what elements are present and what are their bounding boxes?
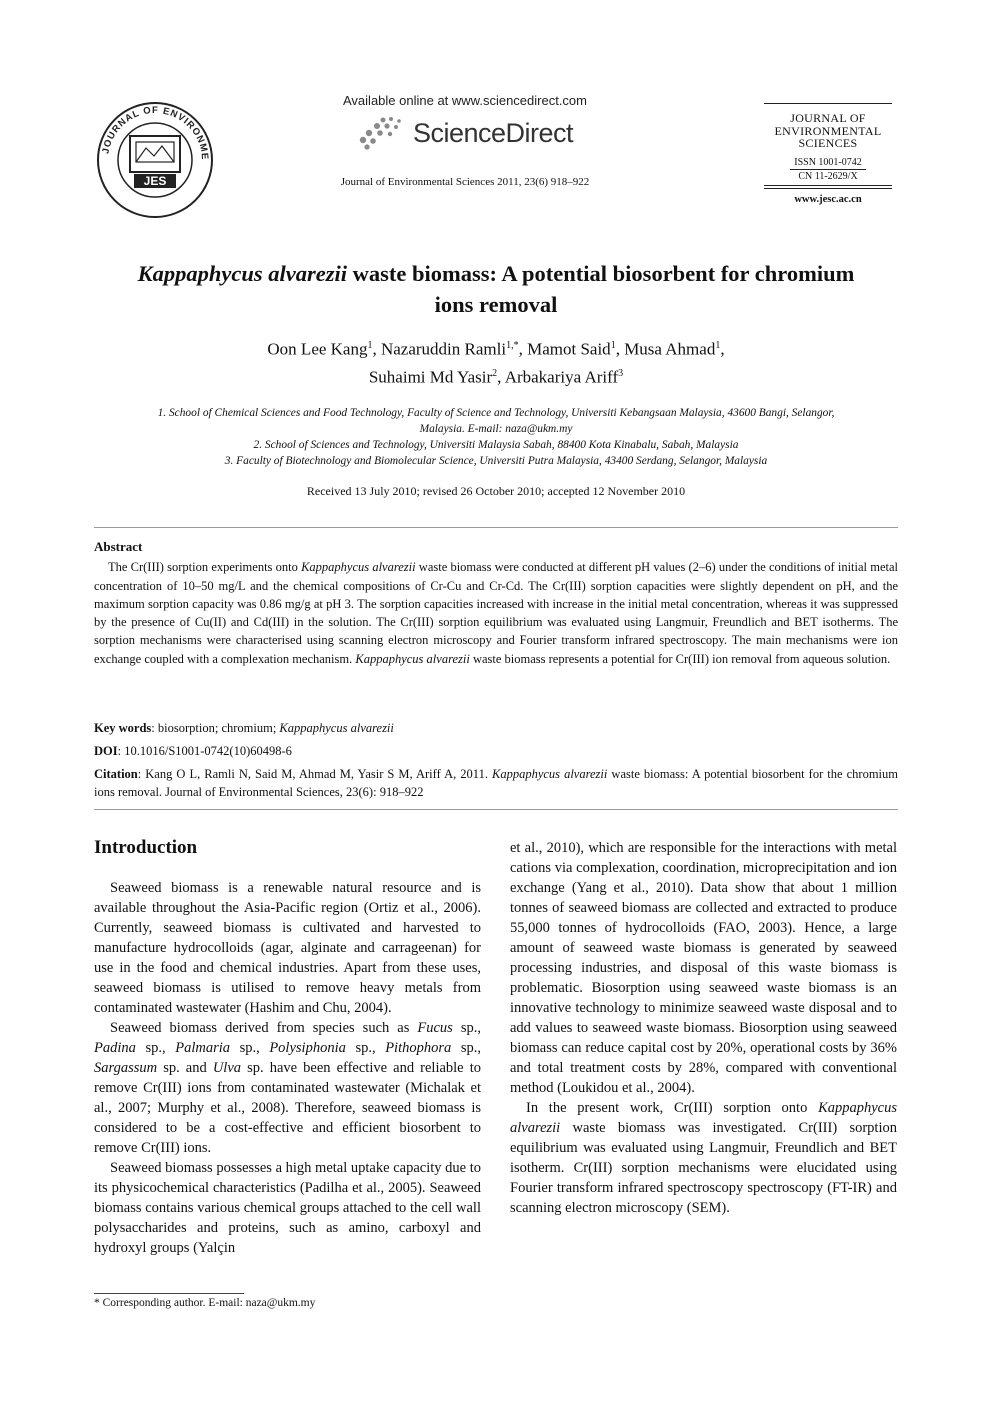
seal-abbr: JES <box>143 174 167 188</box>
journal-reference: Journal of Environmental Sciences 2011, 23(6) 918–922 <box>340 176 590 188</box>
section-heading-introduction: Introduction <box>94 837 198 858</box>
abstract <box>94 538 898 668</box>
abstract-body: The Cr(III) sorption experiments onto Kappaphycus alvarezii waste biomass were conducted at different pH values (2–6) under the conditions of initial metal concentration of 10–50 mg/L and the chemical compositions of Cr-Cu and Cr-Cd. The Cr(III) sorption capacities were slightly dependent on pH, and the maximum sorption capacity was 0.86 mg/g at pH 3. The sorption capacities increased with increase in the initial metal concentration, whereas it was suppressed by the presence of Cu(II) and Cd(III) in the solution. The Cr(III) sorption equilibrium was evaluated using Langmuir, Freundlich and BET isotherms. The sorption mechanisms were characterised using scanning electron microscopy and Fourier transform infrared spectroscopy. The main mechanisms were ion exchange coupled with a complexation mechanism. Kappaphycus alvarezii waste biomass represents a potential for Cr(III) ion removal from aqueous solution. <box>94 560 898 666</box>
abstract-heading: Abstract <box>94 539 143 554</box>
journal-box-mid-rule <box>764 185 892 186</box>
column-right <box>510 838 897 1218</box>
affiliation-1-cont: Malaysia. E-mail: naza@ukm.my <box>419 423 573 435</box>
affiliation-2: 2. School of Sciences and Technology, Universiti Malaysia Sabah, 88400 Kota Kinabalu, Sabah, Malaysia <box>253 439 739 451</box>
intro-paragraph-3: Seaweed biomass possesses a high metal uptake capacity due to its physicochemical characteristics (Padilha et al., 2005). Seaweed biomass contains various chemical groups attached to the cell wall polysaccharides and proteins, such as amino, carboxyl and hydroxyl groups (Yalçin <box>94 1160 481 1256</box>
sciencedirect-header <box>300 93 630 188</box>
author-list: Oon Lee Kang$^1$, Nazaruddin Ramli$^{1,*}$, Mamot Said$^1$, Musa Ahmad$^1$, Suhaimi Md Yasir$^2$, Arbakariya Ariff$^3$ <box>267 339 725 387</box>
column-left <box>94 838 481 1258</box>
doi[interactable]: DOI: 10.1016/S1001-0742(10)60498-6 <box>94 744 292 758</box>
footnote-corresponding-author: * Corresponding author. E-mail: naza@ukm.my <box>94 1297 316 1309</box>
sciencedirect-wordmark: ScienceDirect <box>412 117 574 148</box>
svg-text:JOURNAL OF ENVIRONMENTAL SCIEN <box>94 100 210 161</box>
available-online-text: Available online at www.sciencedirect.com <box>343 93 587 108</box>
affiliations <box>94 405 898 469</box>
citation: Citation: Kang O L, Ramli N, Said M, Ahmad M, Yasir S M, Ariff A, 2011. Kappaphycus alvarezii waste biomass: A potential biosorbent for the chromium ions removal. Journal of Environmental Sciences, 23(6): 918–922 <box>94 767 898 799</box>
sciencedirect-dots-icon <box>357 116 407 150</box>
sciencedirect-logo <box>300 116 630 150</box>
journal-website: www.jesc.ac.cn <box>794 193 862 205</box>
divider-bottom <box>94 809 898 810</box>
affiliation-1: 1. School of Chemical Sciences and Food Technology, Faculty of Science and Technology, Universiti Kebangsaan Malaysia, 43600 Bangi, Selangor, <box>157 407 835 419</box>
intro-paragraph-2: Seaweed biomass derived from species such as Fucus sp., Padina sp., Palmaria sp., Polysiphonia sp., Pithophora sp., Sargassum sp. and Ulva sp. have been effective and reliable to remove Cr(III) ions from contaminated wastewater (Michalak et al., 2007; Murphy et al., 2008). Therefore, seaweed biomass is considered to be a cost-effective and efficient biosorbent to remove Cr(III) ions. <box>94 1020 481 1156</box>
journal-issn: ISSN 1001-0742 <box>790 156 866 170</box>
footnote-rule <box>94 1293 244 1294</box>
intro-paragraph-4: In the present work, Cr(III) sorption onto Kappaphycus alvarezii waste biomass was investigated. Cr(III) sorption equilibrium was evaluated using Langmuir, Freundlich and BET isotherm. Cr(III) sorption mechanisms were elucidated using Fourier transform infrared spectroscopy spectroscopy (FT-IR) and scanning electron microscopy (SEM). <box>510 1100 897 1216</box>
affiliation-3: 3. Faculty of Biotechnology and Biomolecular Science, Universiti Putra Malaysia, 43400 Serdang, Selangor, Malaysia <box>224 455 768 467</box>
paper-title: Kappaphycus alvarezii waste biomass: A potential biosorbent for chromium ions removal <box>137 261 855 317</box>
seal-text: JOURNAL OF ENVIRONME <box>100 104 211 161</box>
journal-box-title: JOURNAL OF ENVIRONMENTAL SCIENCES <box>774 111 882 150</box>
divider-top <box>94 527 898 528</box>
intro-paragraph-1: Seaweed biomass is a renewable natural resource and is available throughout the Asia-Pacific region (Ortiz et al., 2006). Currently, seaweed biomass is cultivated and harvested to manufacture hydrocolloids (agar, alginate and carrageenan) for use in the food and chemical industries. Apart from these uses, seaweed biomass is utilised to remove heavy metals from contaminated wastewater (Hashim and Chu, 2004). <box>94 880 481 1016</box>
journal-box-mid-rule-2 <box>764 188 892 189</box>
jes-seal-logo <box>94 100 216 220</box>
keywords: Key words: biosorption; chromium; Kappaphycus alvarezii <box>94 721 394 735</box>
received-dates: Received 13 July 2010; revised 26 October 2010; accepted 12 November 2010 <box>306 484 686 498</box>
intro-paragraph-3-cont: et al., 2010), which are responsible for the interactions with metal cations via complexation, coordination, microprecipitation and ion exchange (Yang et al., 2010). Data show that about 1 million tonnes of seaweed biomass are collected and extracted to produce 55,000 tonnes of hydrocolloids (FAO, 2003). Hence, a large amount of seaweed waste biomass is generated by seaweed processing industries, and disposal of this waste biomass is problematic. Biosorption using seaweed waste biomass is an innovative technology to minimize seaweed waste disposal and to add values to seaweed waste biomass. Biosorption using seaweed biomass can reduce capital cost by 20%, operational costs by 36% and total treatment costs by 28%, compared with conventional method (Loukidou et al., 2004). <box>510 840 897 1096</box>
journal-box <box>764 103 892 206</box>
journal-cn: CN 11-2629/X <box>798 170 858 182</box>
